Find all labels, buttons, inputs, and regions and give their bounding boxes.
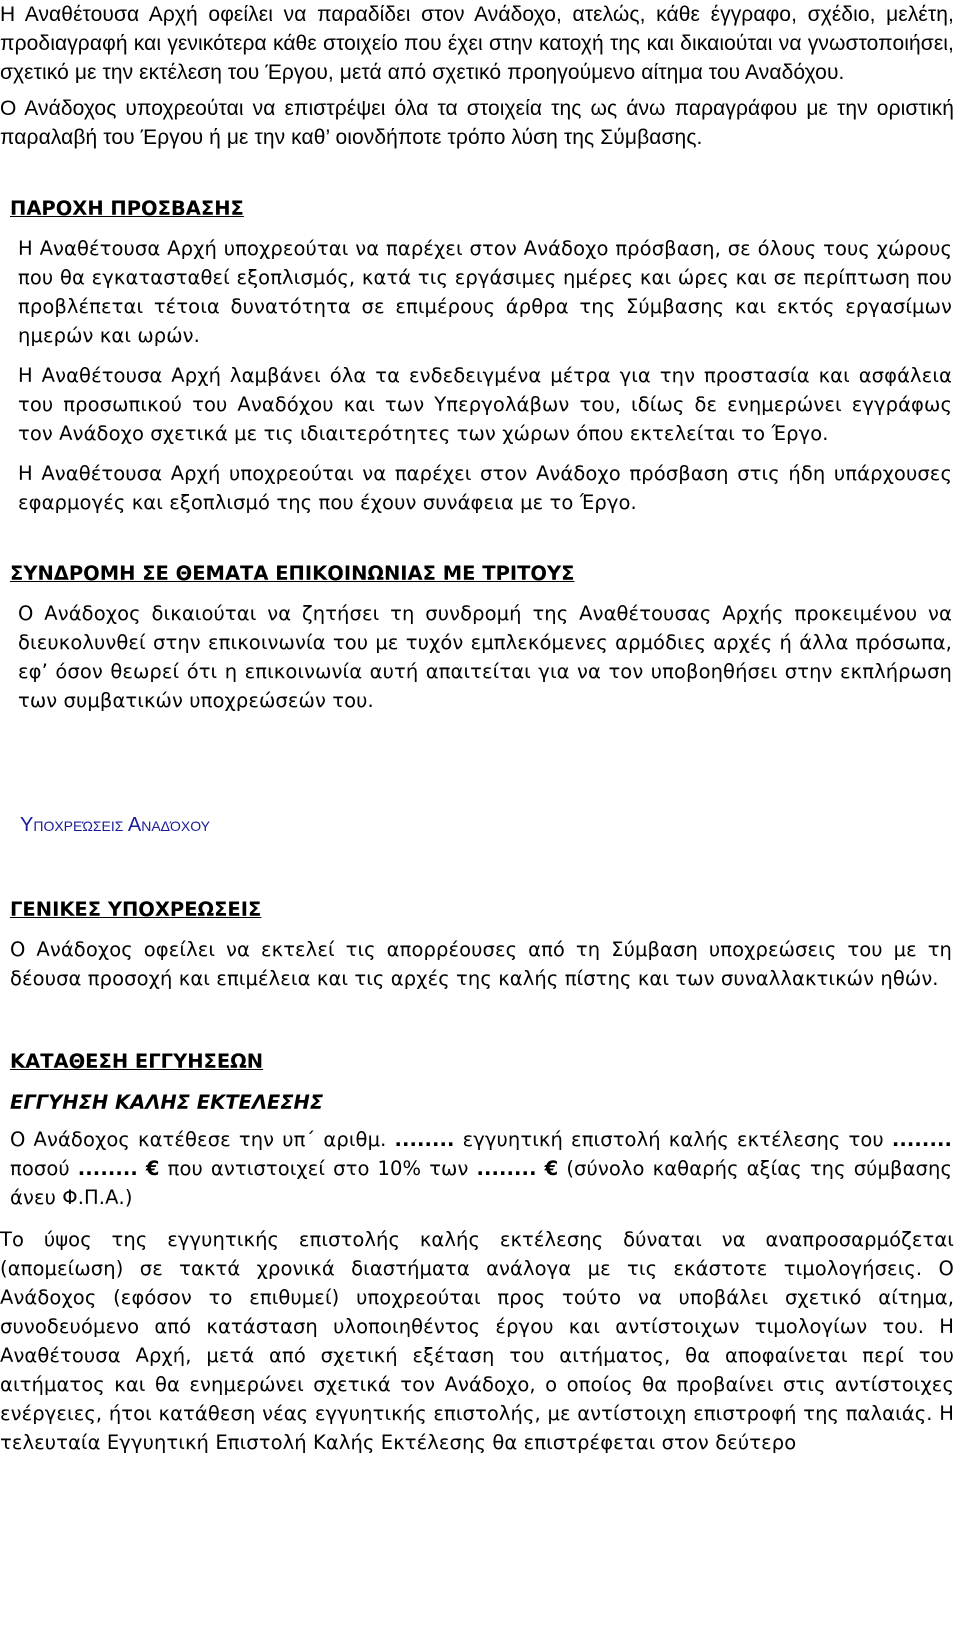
guarantee-amount-placeholder: ........ xyxy=(77,1157,138,1180)
general-obligations-heading: ΓΕΝΙΚΕΣ ΥΠΟΧΡΕΩΣΕΙΣ xyxy=(10,898,262,921)
guarantee-text-b: εγγυητική επιστολή καλής εκτέλεσης του xyxy=(462,1128,884,1151)
guarantee-total-placeholder: ........ xyxy=(476,1157,537,1180)
performance-guarantee-subheading: ΕΓΓΥΗΣΗ ΚΑΛΗΣ ΕΚΤΕΛΕΣΗΣ xyxy=(10,1091,324,1114)
access-paragraph-2: Η Αναθέτουσα Αρχή λαμβάνει όλα τα ενδεδειγμένα μέτρα για την προστασία και ασφάλεια του προσωπικού του Αναδόχου και των Υπεργολάβων του, ιδίως δε ενημερώνει εγγράφως τον Ανάδοχο σχετικά με τις ιδιαιτερότητες των χώρων όπου εκτελείται το Έργο. xyxy=(18,364,952,445)
euro-sign: € xyxy=(544,1157,559,1180)
guarantee-text-d: που αντιστοιχεί στο 10% των xyxy=(167,1157,469,1180)
access-heading: ΠΑΡΟΧΗ ΠΡΟΣΒΑΣΗΣ xyxy=(10,197,244,220)
guarantee-number-placeholder: ........ xyxy=(394,1128,455,1151)
guarantee-deposit-paragraph xyxy=(0,1125,960,1212)
communication-heading: ΣΥΝΔΡΟΜΗ ΣΕ ΘΕΜΑΤΑ ΕΠΙΚΟΙΝΩΝΙΑΣ ΜΕ ΤΡΙΤΟΥΣ xyxy=(10,562,575,585)
intro-paragraph-2: Ο Ανάδοχος υποχρεούται να επιστρέψει όλα τα στοιχεία της ως άνω παραγράφου με την οριστική παραλαβή του Έργου ή με την καθ’ οιονδήποτε τρόπο λύση της Σύμβασης. xyxy=(0,97,954,149)
guarantees-heading: ΚΑΤΑΘΕΣΗ ΕΓΓΥΗΣΕΩΝ xyxy=(10,1050,264,1073)
access-paragraph-1: Η Αναθέτουσα Αρχή υποχρεούται να παρέχει στον Ανάδοχο πρόσβαση, σε όλους τους χώρους που θα εγκατασταθεί εξοπλισμός, κατά τις εργάσιμες ημέρες και ώρες και σε περίπτωση που προβλέπεται τέτοια δυνατότητα σε επιμέρους άρθρα της Σύμβασης και εκτός εργασίμων ημερών και ωρών. xyxy=(18,237,952,347)
guarantee-text-c: ποσού xyxy=(10,1157,70,1180)
communication-paragraph-1: Ο Ανάδοχος δικαιούται να ζητήσει τη συνδρομή της Αναθέτουσας Αρχής προκειμένου να διευκολυνθεί στην επικοινωνία του με τυχόν εμπλεκόμενες αρμόδιες αρχές ή άλλα πρόσωπα, εφ’ όσον θεωρεί ότι η επικοινωνία αυτή απαιτείται για να τον υποβοηθήσει στην εκπλήρωση των συμβατικών υποχρεώσεών του. xyxy=(18,602,952,712)
contractor-obligations-heading: Υποχρεώσεις Αναδόχου xyxy=(20,814,210,836)
general-paragraph-1: Ο Ανάδοχος οφείλει να εκτελεί τις απορρέουσες από τη Σύμβαση υποχρεώσεις του με τη δέουσα προσοχή και επιμέλεια και τις αρχές της καλής πίστης και των συναλλακτικών ηθών. xyxy=(10,938,952,990)
euro-sign: € xyxy=(145,1157,160,1180)
guarantee-text-e: (σύνολο καθαρής αξίας της σύμβασης άνευ Φ.Π.Α.) xyxy=(10,1157,953,1209)
intro-paragraph-1: Η Αναθέτουσα Αρχή οφείλει να παραδίδει στον Ανάδοχο, ατελώς, κάθε έγγραφο, σχέδιο, μελέτη, προδιαγραφή και γενικότερα κάθε στοιχείο που έχει στην κατοχή της και δικαιούται να γνωστοποιήσει, σχετικό με την εκτέλεση του Έργου, μετά από σχετικό προηγούμενο αίτημα του Αναδόχου. xyxy=(0,3,954,84)
access-paragraph-3: Η Αναθέτουσα Αρχή υποχρεούται να παρέχει στον Ανάδοχο πρόσβαση στις ήδη υπάρχουσες εφαρμογές και εξοπλισμό της που έχουν συνάφεια με το Έργο. xyxy=(18,462,952,514)
guarantee-text-a: Ο Ανάδοχος κατέθεσε την υπ΄ αριθμ. xyxy=(10,1128,387,1151)
guarantee-holder-placeholder: ........ xyxy=(891,1128,952,1151)
guarantee-adjustment-paragraph: Το ύψος της εγγυητικής επιστολής καλής εκτέλεσης δύναται να αναπροσαρμόζεται (απομείωση) σε τακτά χρονικά διαστήματα ανάλογα με τις εκάστοτε τιμολογήσεις. Ο Ανάδοχος (εφόσον το επιθυμεί) υποχρεούται προς τούτο να υποβάλει σχετικό αίτημα, συνοδευόμενο από κατάσταση υλοποιηθέντος έργου και αντίστοιχων τιμολογίων του. Η Αναθέτουσα Αρχή, μετά από σχετική εξέταση του αιτήματος, θα αποφαίνεται περί του αιτήματος και θα ενημερώνει σχετικά τον Ανάδοχο, ο οποίος θα προβαίνει στις αντίστοιχες ενέργειες, ήτοι κατάθεση νέας εγγυητικής επιστολής, με αντίστοιχη επιστροφή της παλαιάς. Η τελευταία Εγγυητική Επιστολή Καλής Εκτέλεσης θα επιστρέφεται στον δεύτερο xyxy=(0,1228,954,1454)
